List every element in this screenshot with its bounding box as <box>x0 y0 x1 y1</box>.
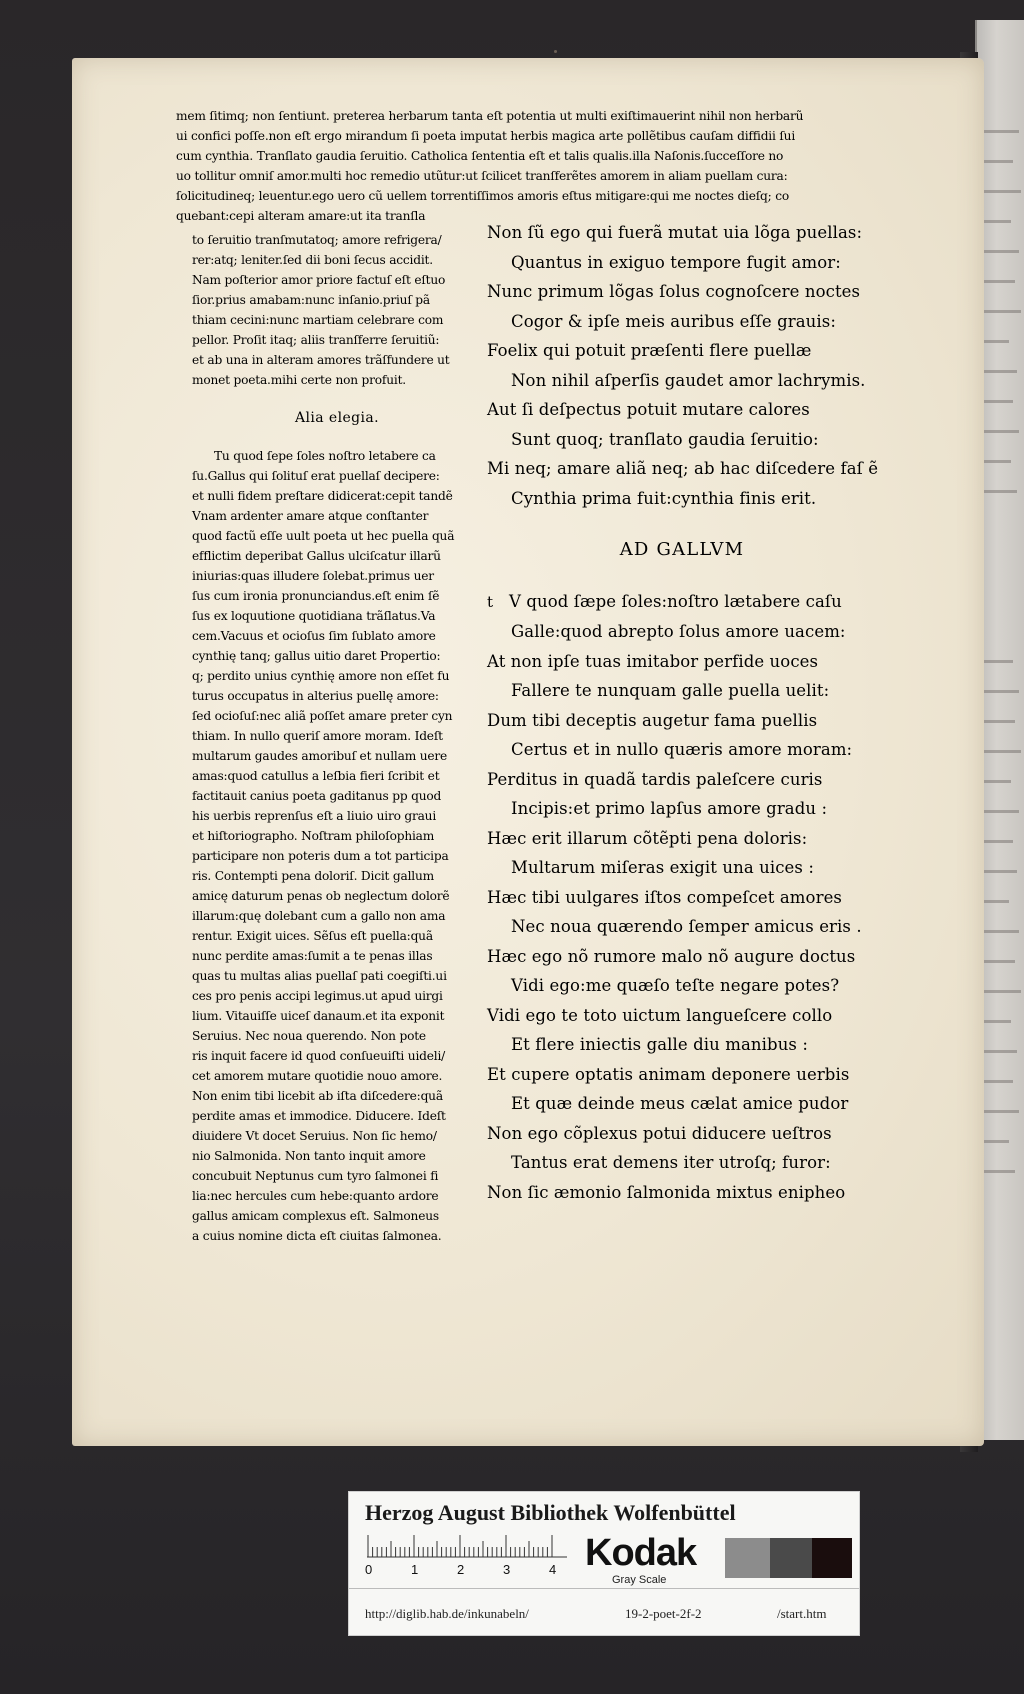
verse-line: Fallere te nunquam galle puella uelit: <box>511 681 830 700</box>
commentary-line: ſus ex loquutione quotidiana trãſlatus.Va <box>192 609 436 623</box>
commentary-line: Non enim tibi licebit ab iſta diſcedere:quã <box>192 1089 443 1103</box>
commentary-line: monet poeta.mihi certe non profuit. <box>192 373 406 387</box>
commentary-line: ris. Contempti pena doloriſ. Dicit gallum <box>192 869 434 883</box>
commentary-line: participare non poteris dum a tot participa <box>192 849 449 863</box>
gray-scale-label: Gray Scale <box>612 1574 667 1586</box>
verse-line: Certus et in nullo quæris amore moram: <box>511 740 853 759</box>
commentary-line: ſu.Gallus qui ſolituſ erat puellaſ decipere: <box>192 469 440 483</box>
commentary-line: to ſeruitio tranſmutatoq; amore refrigera/ <box>192 233 442 247</box>
commentary-line: quod factũ eſſe uult poeta ut hec puella quã <box>192 529 455 543</box>
commentary-line: turus occupatus in alterius puellę amore: <box>192 689 439 703</box>
shelf-signature: 19-2-poet-2f-2 <box>625 1606 702 1621</box>
card-divider <box>349 1588 859 1589</box>
commentary-line: cem.Vacuus et ocioſus ſim ſublato amore <box>192 629 436 643</box>
commentary-line: factitauit canius poeta gaditanus pp quod <box>192 789 442 803</box>
verse-line: Mi neq; amare aliã neq; ab hac diſcedere faſ ẽ <box>487 459 879 478</box>
commentary-line: Vnam ardenter amare atque conſtanter <box>192 509 429 523</box>
verse-line: Hæc erit illarum cõtẽpti pena doloris: <box>487 828 808 848</box>
ink-speck <box>554 50 557 53</box>
commentary-line: amas:quod catullus a leſbia fieri ſcribit et <box>192 769 440 783</box>
commentary-line: rer:atq; leniter.ſed dii boni ſecus accidit. <box>192 253 433 267</box>
verse-line: Sunt quoq; tranſlato gaudia ſeruitio: <box>511 429 819 449</box>
kodak-logo: Kodak <box>585 1532 697 1574</box>
verse-line: Vidi ego te toto uictum langueſcere collo <box>487 1005 833 1025</box>
ruler-number: 0 <box>365 1562 373 1577</box>
commentary-line: ris inquit facere id quod conſueuiſti uideli/ <box>192 1049 446 1063</box>
commentary-line: a cuius nomine dicta eſt ciuitas ſalmonea. <box>192 1229 442 1243</box>
verse-line: Galle:quod abrepto ſolus amore uacem: <box>511 622 846 641</box>
verse-line: Aut ſi deſpectus potuit mutare calores <box>487 400 810 419</box>
verse-line: Tantus erat demens iter utroſq; furor: <box>511 1153 831 1172</box>
guide-letter: t <box>487 592 494 611</box>
poem-title: AD GALLVM <box>619 539 745 560</box>
commentary-line: ſior.prius amabam:nunc inſanio.priuſ pã <box>192 293 430 307</box>
commentary-line: thiam. In nullo queriſ amore moram. Ideſt <box>192 729 443 743</box>
verse-line: Foelix qui potuit præſenti flere puellæ <box>487 341 812 360</box>
digital-library-url: http://diglib.hab.de/inkunabeln/ <box>365 1606 529 1621</box>
commentary-line: ſed ocioſuſ:nec aliã poſſet amare preter cyn <box>192 709 453 723</box>
commentary-line: lium. Vitauiſſe uiceſ danaum.et ita exponit <box>192 1009 445 1023</box>
commentary-top <box>176 106 896 226</box>
commentary-line: multarum gaudes amoribuſ et nullam uere <box>192 749 448 763</box>
commentary-line: ſus cum ironia pronunciandus.eſt enim ſẽ <box>192 589 440 603</box>
verse-line: Incipis:et primo lapſus amore gradu : <box>511 799 828 818</box>
verse-line: Non ego cõplexus potui diducere ueſtros <box>487 1123 832 1143</box>
commentary-line: his uerbis reprenſus eſt a liuio uiro graui <box>192 809 437 823</box>
ruler-number: 1 <box>411 1562 419 1577</box>
commentary-line: efflictim deperibat Gallus ulciſcatur illarũ <box>192 549 441 563</box>
swatch-dark-gray <box>770 1538 812 1578</box>
verse-line: At non ipſe tuas imitabor perfide uoces <box>487 651 819 671</box>
verse-line: Quantus in exiguo tempore fugit amor: <box>511 252 841 272</box>
verse-line: Non ſic æmonio ſalmonida mixtus enipheo <box>487 1182 846 1202</box>
commentary-line: amicę daturum penas ob neglectum dolorẽ <box>192 889 450 903</box>
verse-line: Et flere iniectis galle diu manibus : <box>511 1035 808 1054</box>
verse-line-text: V quod ſæpe ſoles:noſtro lætabere caſu <box>509 591 842 611</box>
commentary-line: Seruius. Nec noua querendo. Non pote <box>192 1029 426 1043</box>
swatch-black <box>812 1538 852 1578</box>
commentary-line: quebant:cepi alteram amare:ut ita tranſla <box>176 209 426 223</box>
commentary-line: et nulli fidem preſtare didicerat:cepit tandẽ <box>192 489 453 503</box>
commentary-line: q; perdito unius cynthię amore non eſſet fu <box>192 669 450 683</box>
verse-line: Non nihil aſperſis gaudet amor lachrymis. <box>511 370 866 390</box>
commentary-line: cum cynthia. Tranſlato gaudia ſeruitio. Catholica ſententia eſt et talis qualis.illa Naſonis.ſucceſſore no <box>176 149 784 163</box>
verse-line: Non ſũ ego qui fuerã mutat uia lõga puellas: <box>487 223 863 242</box>
ruler-numbers <box>365 1562 585 1578</box>
commentary-line: perdite amas et immodice. Diducere. Ideſt <box>192 1109 446 1123</box>
verse-line: Nunc primum lõgas ſolus cognoſcere noctes <box>487 282 861 301</box>
verse-line: Hæc ego nõ rumore malo nõ augure doctus <box>487 946 856 966</box>
library-color-card <box>348 1491 860 1636</box>
verse-line: Cogor & ipſe meis auribus eſſe grauis: <box>511 311 837 331</box>
verse-line: Dum tibi deceptis augetur fama puellis <box>487 710 818 730</box>
ruler-number: 3 <box>503 1562 511 1577</box>
verse-line: Et quæ deinde meus cælat amice pudor <box>511 1094 849 1113</box>
commentary-line: Nam poſterior amor priore factuſ eſt eſtuo <box>192 273 446 287</box>
verse-line: Nec noua quærendo ſemper amicus eris . <box>511 917 862 936</box>
commentary-line: et hiſtoriographo. Noſtram philoſophiam <box>192 829 435 843</box>
commentary-line: Tu quod ſepe ſoles noſtro letabere ca <box>214 449 436 463</box>
swatch-mid-gray <box>725 1538 770 1578</box>
commentary-line: cynthię tanq; gallus uitio daret Propertio: <box>192 649 441 663</box>
commentary-line: quas tu multas alias puellaſ pati coegiſti.ui <box>192 969 447 983</box>
commentary-line: uo tollitur omniſ amor.multi hoc remedio utũtur:ut ſcilicet tranſferẽtes amorem in aliam puellam cura: <box>176 169 788 183</box>
subheading: Alia elegia. <box>295 410 379 426</box>
ruler-number: 4 <box>549 1562 557 1577</box>
commentary-line: ces pro penis accipi legimus.ut apud uirgi <box>192 989 443 1003</box>
verse-line: Multarum miſeras exigit una uices : <box>511 858 814 877</box>
commentary-line: et ab una in alteram amores trãſfundere ut <box>192 353 450 367</box>
verse-line: Hæc tibi uulgares iſtos compeſcet amores <box>487 887 843 907</box>
verse-line <box>487 587 877 618</box>
verse-line: Cynthia prima fuit:cynthia finis erit. <box>511 488 817 508</box>
ruler-number: 2 <box>457 1562 465 1577</box>
verse-line: Perditus in quadã tardis paleſcere curis <box>487 769 823 789</box>
commentary-line: rentur. Exigit uices. Sẽſus eſt puella:quã <box>192 929 433 943</box>
commentary-line: ſolicitudineq; leuentur.ego uero cũ uellem torrentiſſimos amoris eſtus mitigare:qui me noctes dieſq; co <box>176 189 790 203</box>
verse-column <box>487 218 877 1207</box>
commentary-line: gallus amicam complexus eſt. Salmoneus <box>192 1209 439 1223</box>
commentary-line: ui confici poſſe.non eſt ergo mirandum ſi poeta imputat herbis magica arte pollẽtibus cauſam diffidii ſui <box>176 129 796 143</box>
commentary-line: concubuit Neptunus cum tyro ſalmonei fi <box>192 1169 439 1183</box>
commentary-line: thiam cecini:nunc martiam celebrare com <box>192 313 444 327</box>
commentary-line: nio Salmonida. Non tanto inquit amore <box>192 1149 426 1163</box>
commentary-line: illarum:quę dolebant cum a gallo non ama <box>192 909 446 923</box>
start-page-path: /start.htm <box>777 1606 827 1621</box>
verse-line: Et cupere optatis animam deponere uerbis <box>487 1064 850 1084</box>
commentary-line: lia:nec hercules cum hebe:quanto ardore <box>192 1189 439 1203</box>
commentary-line: iniurias:quas illudere ſolebat.primus uer <box>192 569 434 583</box>
institution-name: Herzog August Bibliothek Wolfenbüttel <box>365 1500 736 1525</box>
verse-line: Vidi ego:me quæſo teſte negare potes? <box>511 976 840 995</box>
commentary-line: nunc perdite amas:ſumit a te penas illas <box>192 949 433 963</box>
measurement-ruler <box>367 1534 567 1558</box>
commentary-line: pellor. Proſit itaq; aliis tranſferre ſeruitiũ: <box>192 333 440 347</box>
commentary-line: cet amorem mutare quotidie nouo amore. <box>192 1069 443 1083</box>
commentary-left-column <box>192 230 482 1246</box>
commentary-line: diuidere Vt docet Seruius. Non ſic hemo/ <box>192 1129 437 1143</box>
commentary-line: mem ſitimq; non ſentiunt. preterea herbarum tanta eſt potentia ut multi exiſtimauerint nihil non herbarũ <box>176 109 804 123</box>
